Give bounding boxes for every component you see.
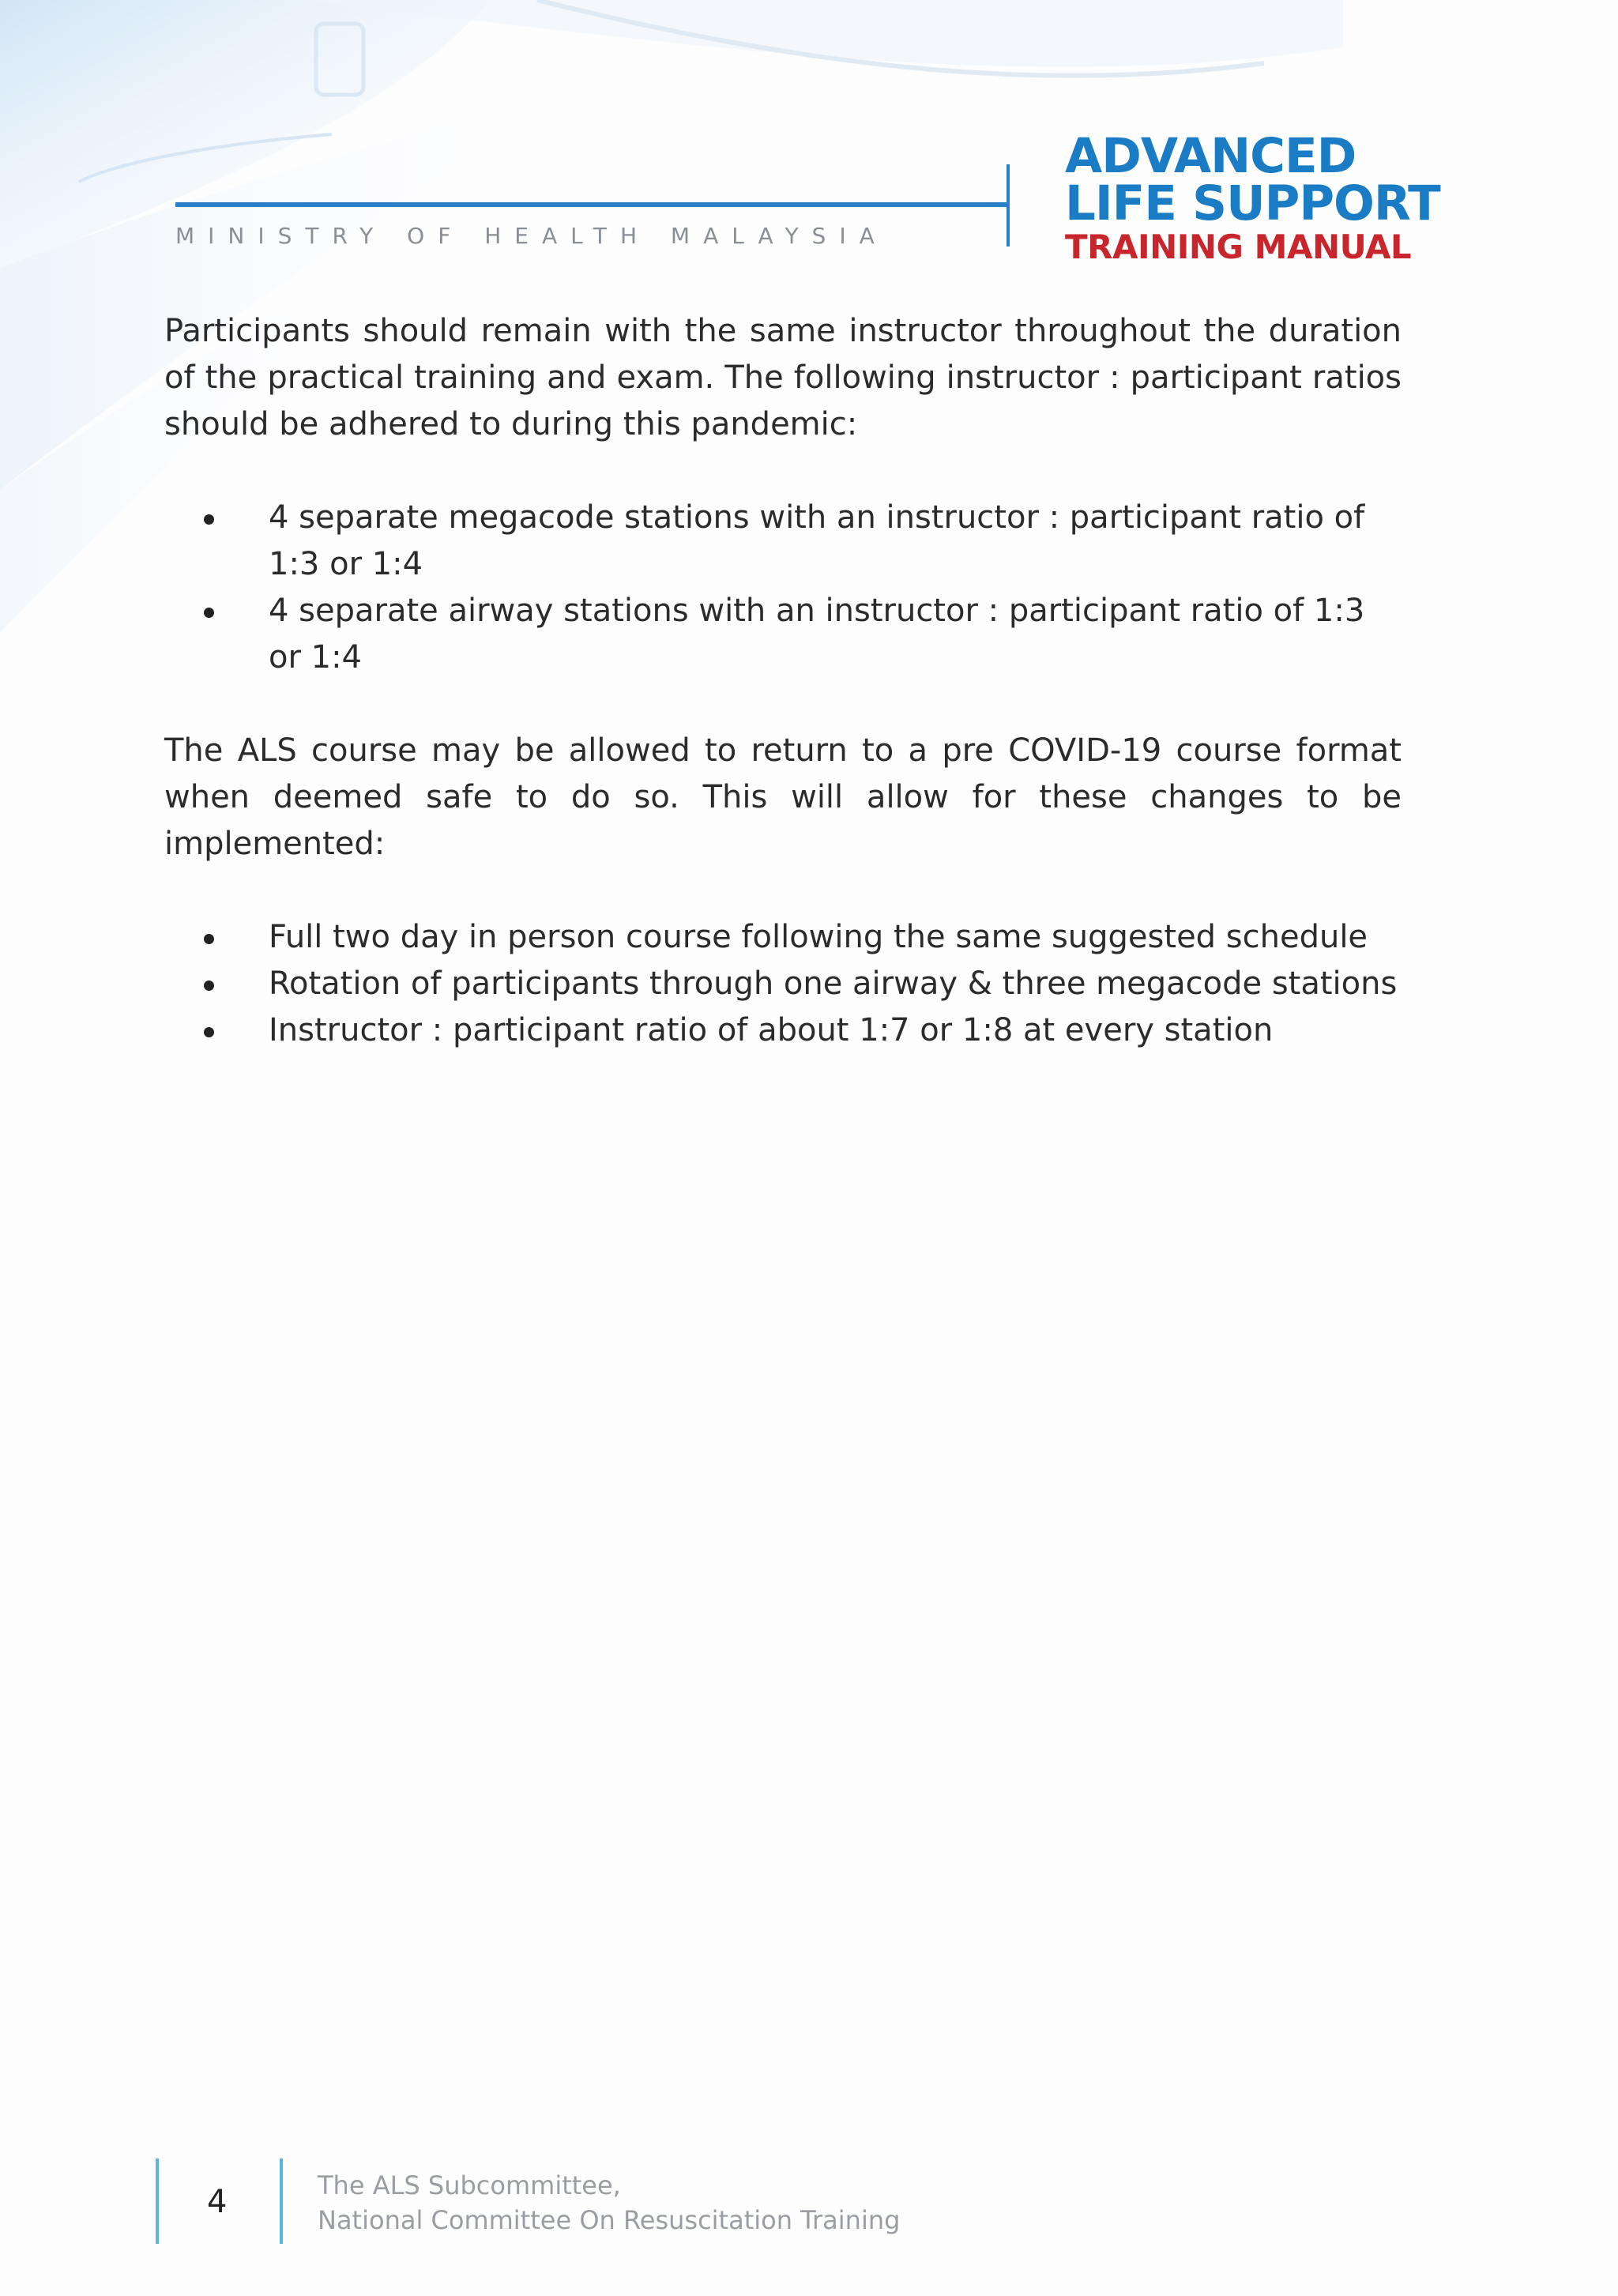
footer-line-subcommittee: The ALS Subcommittee, xyxy=(318,2170,621,2200)
bullet-list-pandemic-ratios xyxy=(164,495,1402,681)
footer-rule-right xyxy=(280,2159,283,2244)
bullet-icon xyxy=(204,514,214,525)
footer-rule-left xyxy=(156,2159,159,2244)
list-item-text: Instructor : participant ratio of about 1:7 or 1:8 at every station xyxy=(269,1012,1274,1048)
bullet-icon xyxy=(204,981,214,991)
list-item-text: Full two day in person course following the same suggested schedule xyxy=(269,919,1368,955)
list-item xyxy=(164,495,1402,588)
bullet-icon xyxy=(204,608,214,618)
page-content xyxy=(164,308,1402,1101)
list-item xyxy=(164,961,1402,1007)
manual-logo xyxy=(1065,128,1440,267)
bullet-icon xyxy=(204,1027,214,1037)
list-item-text: 4 separate megacode stations with an instructor : participant ratio of 1:3 or 1:4 xyxy=(269,499,1365,582)
footer-line-committee: National Committee On Resuscitation Training xyxy=(318,2205,901,2235)
header-rule xyxy=(175,202,1007,207)
page-number: 4 xyxy=(207,2184,228,2220)
logo-line-training-manual: TRAINING MANUAL xyxy=(1065,228,1412,266)
list-item xyxy=(164,914,1402,961)
list-item-text: Rotation of participants through one airway & three megacode stations xyxy=(269,965,1398,1002)
header-divider xyxy=(1007,164,1010,247)
logo-line-life-support: LIFE SUPPORT xyxy=(1065,175,1440,231)
list-item-text: 4 separate airway stations with an instructor : participant ratio of 1:3 or 1:4 xyxy=(269,593,1365,676)
footer-credit xyxy=(318,2168,900,2238)
bullet-icon xyxy=(204,934,214,944)
list-item xyxy=(164,1007,1402,1054)
list-item xyxy=(164,588,1402,681)
bullet-list-pre-covid-changes xyxy=(164,914,1402,1054)
paragraph-instructor-ratio: Participants should remain with the same instructor throughout the duration of the practical training and exam. The following instructor : participant ratios should be adhered to during this pandemic: xyxy=(164,313,1402,442)
paragraph-return-format: The ALS course may be allowed to return to a pre COVID-19 course format when deemed safe to do so. This will allow for these changes to be implemented: xyxy=(164,732,1402,862)
logo-line-advanced: ADVANCED xyxy=(1065,128,1356,184)
ministry-label: MINISTRY OF HEALTH MALAYSIA xyxy=(175,223,888,249)
